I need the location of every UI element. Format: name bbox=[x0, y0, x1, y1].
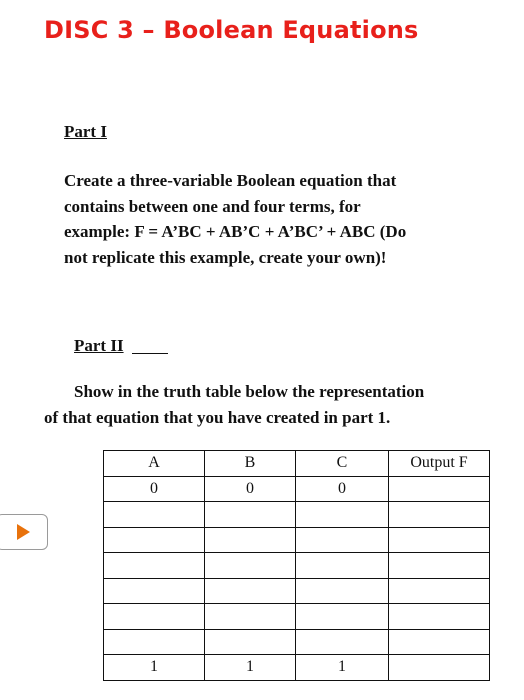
table-cell[interactable] bbox=[296, 553, 389, 579]
table-cell[interactable]: 0 bbox=[205, 476, 296, 502]
table-row bbox=[104, 553, 490, 579]
part2-line: Show in the truth table below the representation bbox=[74, 382, 425, 401]
table-cell[interactable] bbox=[205, 553, 296, 579]
table-cell[interactable] bbox=[296, 502, 389, 528]
table-row bbox=[104, 629, 490, 655]
part2-instructions bbox=[44, 379, 514, 430]
table-cell[interactable] bbox=[389, 527, 490, 553]
table-cell[interactable] bbox=[205, 629, 296, 655]
table-row bbox=[104, 476, 490, 502]
part1-line: not replicate this example, create your own)! bbox=[64, 247, 387, 267]
part2-line: of that equation that you have created in part 1. bbox=[44, 407, 391, 427]
table-header-row bbox=[104, 451, 490, 477]
page-title: DISC 3 – Boolean Equations bbox=[44, 16, 419, 44]
part1-line: Create a three-variable Boolean equation that bbox=[64, 171, 397, 190]
table-row bbox=[104, 655, 490, 681]
table-cell[interactable] bbox=[104, 553, 205, 579]
table-row bbox=[104, 604, 490, 630]
table-cell[interactable] bbox=[389, 553, 490, 579]
table-cell[interactable]: 1 bbox=[296, 655, 389, 681]
part1-line: example: F = A’BC + AB’C + A’BC’ + ABC (Do bbox=[64, 222, 407, 241]
table-cell[interactable] bbox=[296, 604, 389, 630]
table-cell[interactable] bbox=[389, 578, 490, 604]
table-cell[interactable] bbox=[104, 629, 205, 655]
table-cell[interactable] bbox=[205, 527, 296, 553]
table-cell[interactable] bbox=[296, 578, 389, 604]
table-cell[interactable] bbox=[104, 604, 205, 630]
part1-instructions bbox=[64, 168, 494, 270]
table-cell[interactable] bbox=[389, 502, 490, 528]
table-row bbox=[104, 502, 490, 528]
heading-underline-extension bbox=[132, 353, 168, 354]
play-triangle-icon bbox=[11, 521, 33, 543]
table-cell[interactable] bbox=[104, 527, 205, 553]
table-cell[interactable] bbox=[389, 604, 490, 630]
part1-heading: Part I bbox=[64, 122, 107, 141]
table-cell[interactable] bbox=[205, 502, 296, 528]
table-row bbox=[104, 527, 490, 553]
table-cell[interactable]: 1 bbox=[205, 655, 296, 681]
table-cell[interactable] bbox=[389, 629, 490, 655]
table-cell[interactable]: 0 bbox=[104, 476, 205, 502]
table-cell[interactable]: 1 bbox=[104, 655, 205, 681]
table-cell[interactable] bbox=[296, 629, 389, 655]
table-cell[interactable]: 0 bbox=[296, 476, 389, 502]
table-row bbox=[104, 578, 490, 604]
part2-heading: Part II bbox=[74, 336, 124, 355]
column-header-b: B bbox=[205, 451, 296, 477]
column-header-output: Output F bbox=[389, 451, 490, 477]
column-header-a: A bbox=[104, 451, 205, 477]
part1-line: contains between one and four terms, for bbox=[64, 196, 361, 216]
table-cell[interactable] bbox=[205, 604, 296, 630]
column-header-c: C bbox=[296, 451, 389, 477]
table-cell[interactable] bbox=[205, 578, 296, 604]
table-cell[interactable] bbox=[296, 527, 389, 553]
table-cell[interactable] bbox=[389, 476, 490, 502]
play-button[interactable] bbox=[0, 514, 48, 550]
table-cell[interactable] bbox=[104, 502, 205, 528]
truth-table bbox=[103, 450, 490, 681]
table-cell[interactable] bbox=[104, 578, 205, 604]
table-cell[interactable] bbox=[389, 655, 490, 681]
